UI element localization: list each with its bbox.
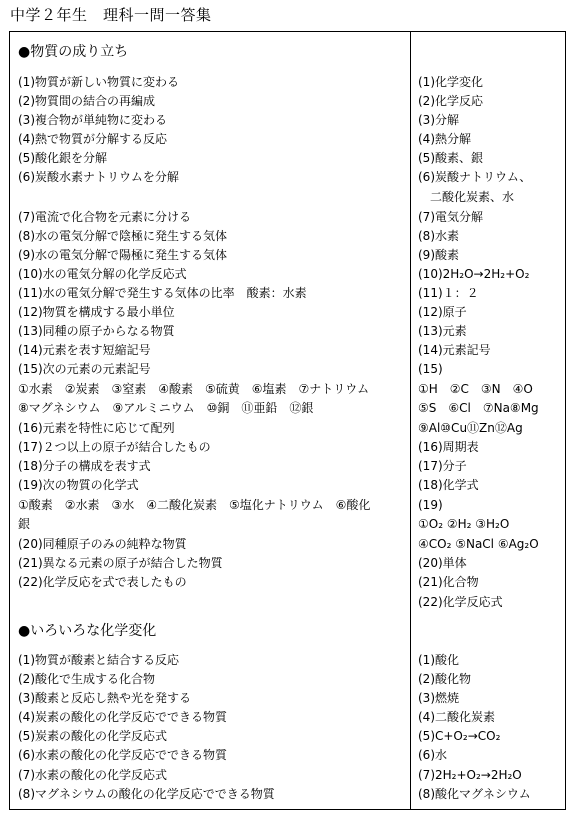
column-divider xyxy=(410,32,411,809)
question-line: (3)酸素と反応し熱や光を発する xyxy=(18,691,191,705)
question-line: ⑧マグネシウム ⑨アルミニウム ⑩銅 ⑪亜鉛 ⑫銀 xyxy=(18,401,314,415)
question-line: (10)水の電気分解の化学反応式 xyxy=(18,267,187,281)
answer-line: (18)化学式 xyxy=(418,478,479,492)
answer-line: (5)酸素、銀 xyxy=(418,151,483,165)
answer-line: (22)化学反応式 xyxy=(418,595,503,609)
answer-line: (7)電気分解 xyxy=(418,210,483,224)
question-line: (3)複合物が単純物に変わる xyxy=(18,113,167,127)
answer-line: (7)2H₂+O₂→2H₂O xyxy=(418,768,522,782)
page-title: 中学２年生 理科一問一答集 xyxy=(10,6,212,24)
answer-line: (1)化学変化 xyxy=(418,75,483,89)
question-line: (20)同種原子のみの純粋な物質 xyxy=(18,537,187,551)
question-line: (12)物質を構成する最小単位 xyxy=(18,305,175,319)
answer-line: (4)二酸化炭素 xyxy=(418,710,495,724)
answer-line: (8)水素 xyxy=(418,229,459,243)
answer-line: (3)燃焼 xyxy=(418,691,459,705)
question-line: (14)元素を表す短縮記号 xyxy=(18,343,151,357)
answer-line: (16)周期表 xyxy=(418,440,479,454)
section-heading: ●物質の成り立ち xyxy=(18,44,129,60)
question-line: (21)異なる元素の原子が結合した物質 xyxy=(18,556,223,570)
question-line: (9)水の電気分解で陽極に発生する気体 xyxy=(18,248,227,262)
question-line: ①酸素 ②水素 ③水 ④二酸化炭素 ⑤塩化ナトリウム ⑥酸化 xyxy=(18,498,371,512)
question-line: (7)水素の酸化の化学反応式 xyxy=(18,768,167,782)
answer-line: ①H ②C ③N ④O xyxy=(418,382,533,396)
question-line: (13)同種の原子からなる物質 xyxy=(18,324,175,338)
answer-line: (8)酸化マグネシウム xyxy=(418,787,531,801)
answer-line: (5)C+O₂→CO₂ xyxy=(418,729,501,743)
answer-line: (6)炭酸ナトリウム、 xyxy=(418,170,532,184)
answer-line: (3)分解 xyxy=(418,113,459,127)
answer-line: (15) xyxy=(418,362,443,376)
question-line: (7)電流で化合物を元素に分ける xyxy=(18,210,191,224)
answer-line: (12)原子 xyxy=(418,305,467,319)
answer-line: (10)2H₂O→2H₂+O₂ xyxy=(418,267,530,281)
answer-line: (17)分子 xyxy=(418,459,467,473)
answer-line: ④CO₂ ⑤NaCl ⑥Ag₂O xyxy=(418,537,539,551)
question-line: (8)水の電気分解で陰極に発生する気体 xyxy=(18,229,227,243)
answer-line: (2)化学反応 xyxy=(418,94,483,108)
question-line: (8)マグネシウムの酸化の化学反応でできる物質 xyxy=(18,787,275,801)
question-line: (19)次の物質の化学式 xyxy=(18,478,139,492)
question-line: (17)２つ以上の原子が結合したもの xyxy=(18,440,211,454)
question-line: (11)水の電気分解で発生する気体の比率 酸素：水素 xyxy=(18,286,307,300)
question-line: (2)酸化で生成する化合物 xyxy=(18,672,155,686)
question-line: (6)炭酸水素ナトリウムを分解 xyxy=(18,170,179,184)
answer-line: ⑤S ⑥Cl ⑦Na⑧Mg xyxy=(418,401,539,415)
question-line: (5)酸化銀を分解 xyxy=(18,151,107,165)
answer-line: (2)酸化物 xyxy=(418,672,471,686)
question-line: (5)炭素の酸化の化学反応式 xyxy=(18,729,167,743)
qa-table xyxy=(9,31,566,810)
answer-line: ①O₂ ②H₂ ③H₂O xyxy=(418,517,510,531)
answer-line: (20)単体 xyxy=(418,556,467,570)
answer-line: (4)熱分解 xyxy=(418,132,471,146)
question-line: (16)元素を特性に応じて配列 xyxy=(18,421,175,435)
answer-line: (21)化合物 xyxy=(418,575,479,589)
question-line: (22)化学反応を式で表したもの xyxy=(18,575,187,589)
question-line: (18)分子の構成を表す式 xyxy=(18,459,151,473)
answer-line: (13)元素 xyxy=(418,324,467,338)
question-line: ①水素 ②炭素 ③窒素 ④酸素 ⑤硫黄 ⑥塩素 ⑦ナトリウム xyxy=(18,382,370,396)
question-line: 銀 xyxy=(18,517,31,531)
answer-line: (11)１：２ xyxy=(418,286,479,300)
question-line: (4)熱で物質が分解する反応 xyxy=(18,132,167,146)
answer-line: ⑨Al⑩Cu⑪Zn⑫Ag xyxy=(418,421,523,435)
question-line: (4)炭素の酸化の化学反応でできる物質 xyxy=(18,710,227,724)
question-line: (2)物質間の結合の再編成 xyxy=(18,94,155,108)
answer-line: (9)酸素 xyxy=(418,248,459,262)
answer-line: (6)水 xyxy=(418,748,447,762)
section-heading: ●いろいろな化学変化 xyxy=(18,623,157,639)
answer-line: 二酸化炭素、水 xyxy=(418,190,515,204)
question-line: (6)水素の酸化の化学反応でできる物質 xyxy=(18,748,227,762)
question-line: (1)物質が新しい物質に変わる xyxy=(18,75,179,89)
answer-line: (14)元素記号 xyxy=(418,343,491,357)
question-line: (15)次の元素の元素記号 xyxy=(18,362,151,376)
answer-line: (19) xyxy=(418,498,443,512)
answer-line: (1)酸化 xyxy=(418,653,459,667)
question-line: (1)物質が酸素と結合する反応 xyxy=(18,653,179,667)
